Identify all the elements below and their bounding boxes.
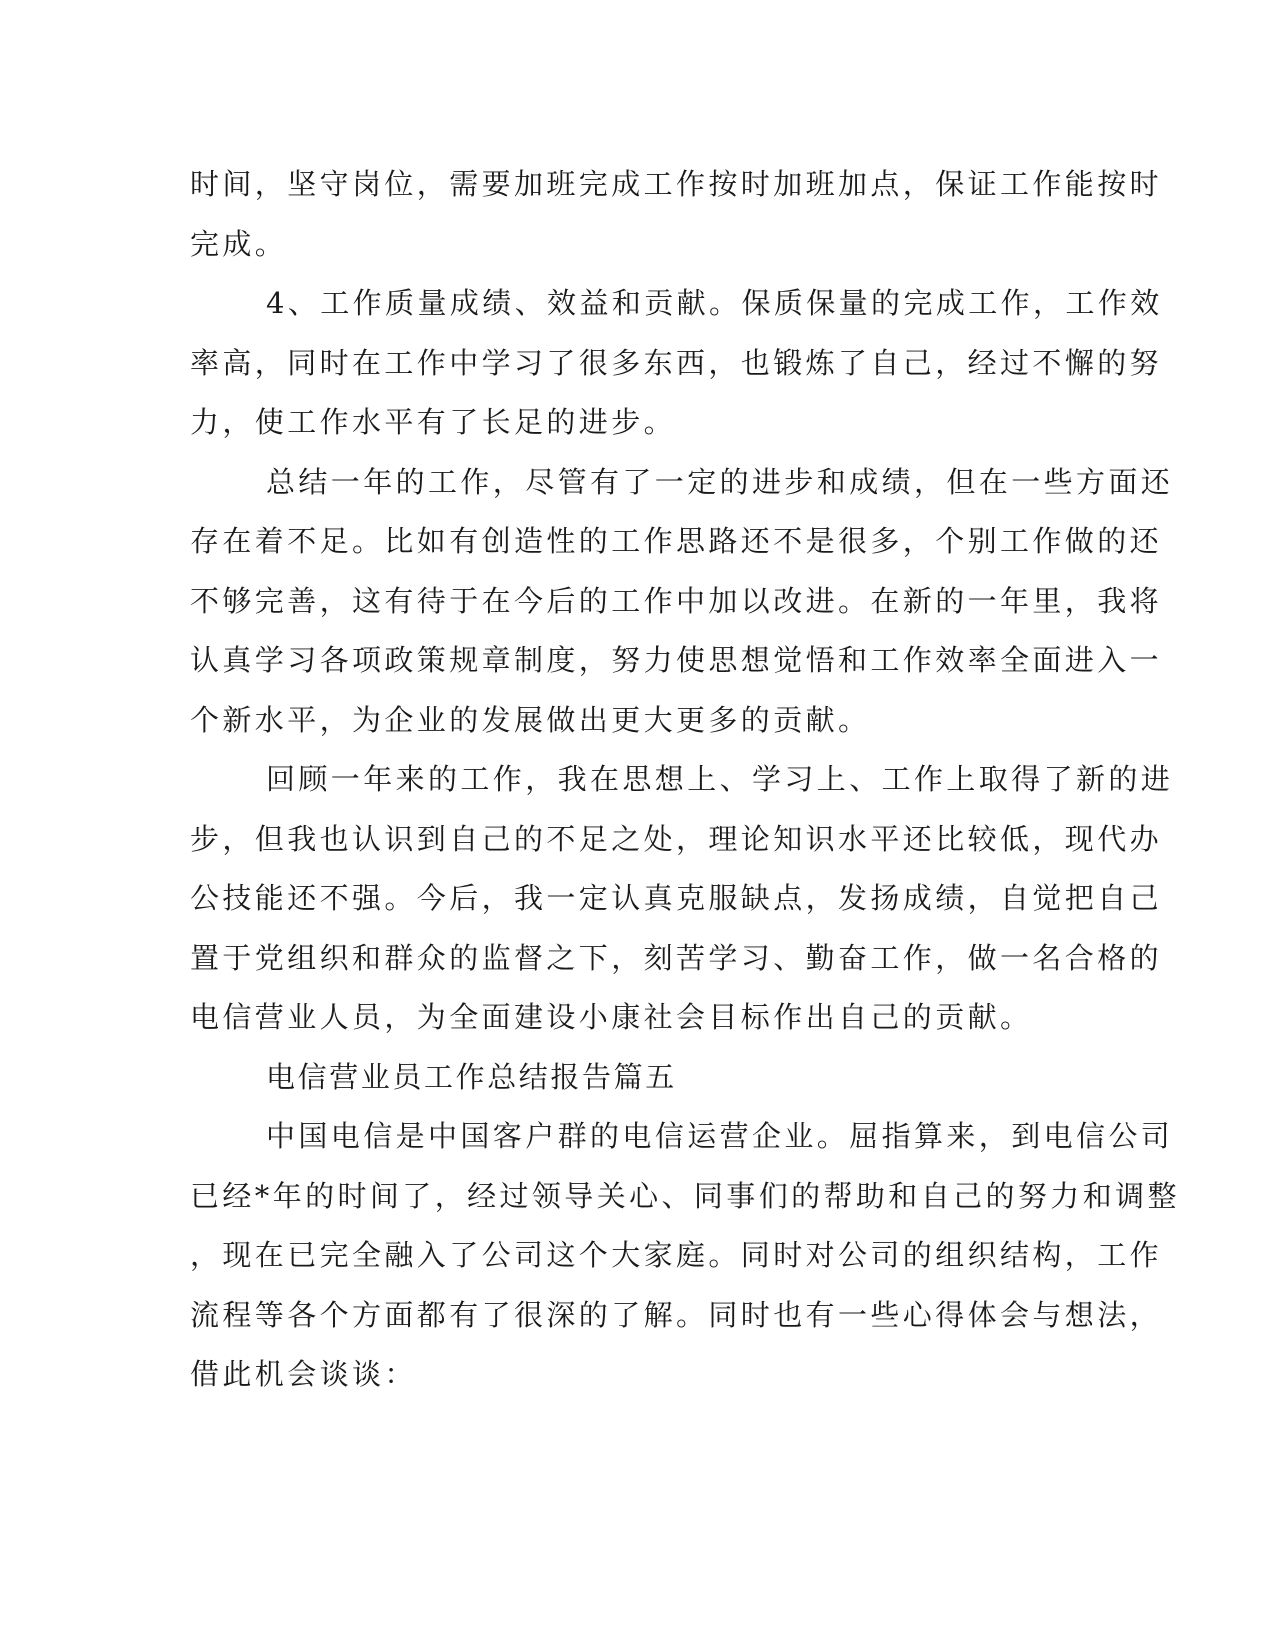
text-line: 认真学习各项政策规章制度，努力使思想觉悟和工作效率全面进入一 bbox=[190, 643, 1163, 677]
text-line: 率高，同时在工作中学习了很多东西，也锻炼了自己，经过不懈的努 bbox=[190, 345, 1163, 380]
text-line: 完成。 bbox=[190, 226, 288, 261]
text-line: 4、工作质量成绩、效益和贡献。保质保量的完成工作，工作效 bbox=[266, 286, 1163, 320]
text-line: 力，使工作水平有了长足的进步。 bbox=[190, 405, 677, 439]
text-line: 流程等各个方面都有了很深的了解。同时也有一些心得体会与想法， bbox=[190, 1297, 1163, 1332]
paragraph-1 bbox=[190, 155, 1163, 274]
text-line: 回顾一年来的工作，我在思想上、学习上、工作上取得了新的进 bbox=[266, 762, 1174, 796]
text-line: 借此机会谈谈： bbox=[190, 1357, 417, 1391]
text-line: 个新水平，为企业的发展做出更大更多的贡献。 bbox=[190, 702, 871, 737]
text-line: 存在着不足。比如有创造性的工作思路还不是很多，个别工作做的还 bbox=[190, 524, 1163, 558]
section-title: 电信营业员工作总结报告篇五 bbox=[266, 1059, 677, 1094]
paragraph-4 bbox=[190, 750, 1174, 1048]
paragraph-2 bbox=[190, 274, 1163, 453]
text-line: 已经*年的时间了，经过领导关心、同事们的帮助和自己的努力和调整 bbox=[190, 1178, 1180, 1213]
text-line: 置于党组织和群众的监督之下，刻苦学习、勤奋工作，做一名合格的 bbox=[190, 940, 1163, 975]
text-line: 公技能还不强。今后，我一定认真克服缺点，发扬成绩，自觉把自己 bbox=[190, 881, 1163, 915]
text-line: 步，但我也认识到自己的不足之处，理论知识水平还比较低，现代办 bbox=[190, 821, 1163, 856]
text-line: 总结一年的工作，尽管有了一定的进步和成绩，但在一些方面还 bbox=[266, 464, 1174, 499]
paragraph-5 bbox=[190, 1107, 1180, 1405]
text-line: 时间，坚守岗位，需要加班完成工作按时加班加点，保证工作能按时 bbox=[190, 167, 1163, 201]
text-line: 不够完善，这有待于在今后的工作中加以改进。在新的一年里，我将 bbox=[190, 583, 1163, 618]
text-line: ，现在已完全融入了公司这个大家庭。同时对公司的组织结构，工作 bbox=[190, 1238, 1163, 1272]
text-line: 中国电信是中国客户群的电信运营企业。屈指算来，到电信公司 bbox=[266, 1119, 1174, 1153]
paragraph-3 bbox=[190, 453, 1174, 751]
text-line: 电信营业人员，为全面建设小康社会目标作出自己的贡献。 bbox=[190, 1000, 1033, 1034]
section-heading bbox=[190, 1048, 1080, 1108]
document-body bbox=[190, 155, 1180, 1405]
